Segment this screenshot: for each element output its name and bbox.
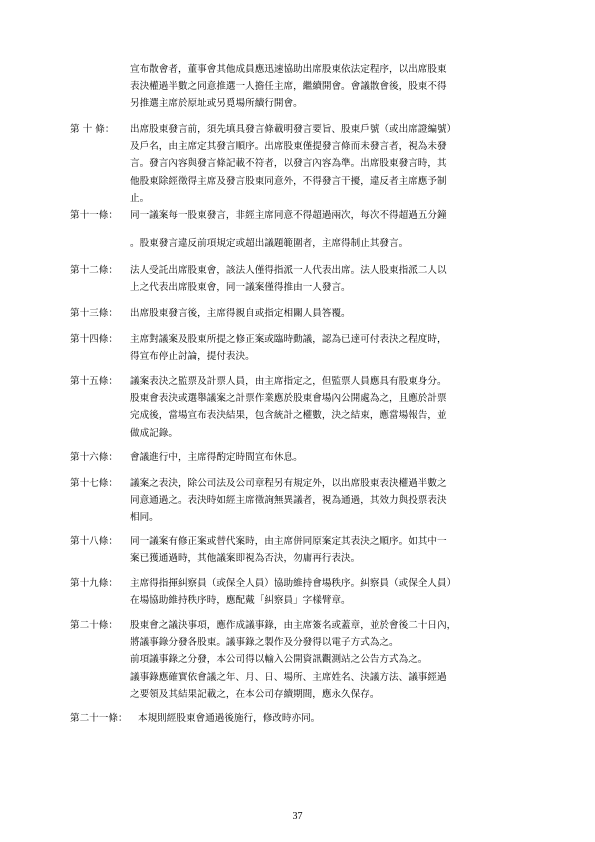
continuation-paragraph [130,61,552,113]
text-line: 在場協助維持秩序時，應配戴「糾察員」字樣臂章。 [130,595,351,607]
text-line: 股東會之議決事項，應作成議事錄，由主席簽名或蓋章，並於會後二十日內， [130,620,457,631]
article-label: 第十四條： [70,334,118,345]
text-line: 相同。 [130,512,159,524]
text-line: 上之代表出席股東會，同一議案僅得推由一人發言。 [130,282,351,294]
text-line: 同一議案每一股東發言，非經主席同意不得超過兩次，每次不得超過五分鐘 [130,210,447,221]
text-line: 將議事錄分發各股東。議事錄之製作及分發得以電子方式為之。 [130,637,399,649]
text-line: 同意通過之。表決時如經主席徵詢無異議者，視為通過，其效力與投票表決 [130,495,447,507]
text-line: 出席股東發言後，主席得親自或指定相關人員答覆。 [130,308,351,319]
text-line: 完成後，當場宣布表決結果，包含統計之權數，決之結束，應當場報告，並 [130,410,447,422]
text-line: 之要領及其結果記載之，在本公司存續期間，應永久保存。 [130,688,380,700]
article-label: 第十二條： [70,265,118,276]
text-line: 議案之表決，除公司法及公司章程另有規定外，以出席股東表決權過半數之 [130,478,447,489]
text-line: 前項議事錄之分發，本公司得以輸入公開資訊觀測站之公告方式為之。 [130,654,428,666]
text-line: 。股東發言違反前項規定或超出議題範圍者，主席得制止其發言。 [130,238,409,250]
article-label: 第 十 條： [70,124,115,135]
article-label: 第十九條： [70,578,118,589]
article-label: 第二十一條： [70,713,128,724]
text-line: 表決權過半數之同意推選一人擔任主席，繼續開會。會議散會後，股東不得 [130,81,447,93]
text-line: 言。發言內容與發言條記載不符者，以發言內容為準。出席股東發言時，其 [130,158,447,170]
text-line: 出席股東發言前，須先填具發言條載明發言要旨、股東戶號（或出席證編號） [130,124,457,135]
text-line: 議事錄應確實依會議之年、月、日、場所、主席姓名、決議方法、議事經過 [130,671,447,683]
text-line: 及戶名，由主席定其發言順序。出席股東僅提發言條而未發言者，視為未發 [130,141,447,153]
text-line: 同一議案有修正案或替代案時，由主席併同原案定其表決之順序。如其中一 [130,536,447,547]
text-line: 宣布散會者，董事會其他成員應迅速協助出席股東依法定程序，以出席股東 [130,64,447,75]
article-label: 第十六條： [70,452,118,463]
text-line: 止。 [130,192,150,204]
text-line: 議案表決之監票及計票人員，由主席指定之，但監票人員應具有股東身分。 [130,376,447,387]
article-label: 第二十條： [70,620,118,631]
text-line: 主席對議案及股東所提之修正案或臨時動議，認為已達可付表決之程度時， [130,334,447,345]
text-line: 另推選主席於原址或另覓場所續行開會。 [130,98,303,110]
text-line: 法人受託出席股東會，該法人僅得指派一人代表出席。法人股東指派二人以 [130,265,447,276]
text-line: 得宣布停止討論，提付表決。 [130,351,255,363]
article-label: 第十一條： [70,210,118,221]
text-line: 做成記錄。 [130,427,178,439]
text-line: 股東會表決或選舉議案之計票作業應於股東會場內公開處為之，且應於計票 [130,393,447,405]
text-line: 主席得指揮糾察員（或保全人員）協助維持會場秩序。糾察員（或保全人員） [130,578,457,589]
article-label: 第十三條： [70,308,118,319]
article-label: 第十五條： [70,376,118,387]
page-number: 37 [292,811,303,822]
text-line: 案已獲通過時，其他議案即視為否決，勿庸再行表決。 [130,553,361,565]
text-line: 本規則經股東會通過後施行，修改時亦同。 [138,713,321,724]
article-label: 第十八條： [70,536,118,547]
article-label: 第十七條： [70,478,118,489]
text-line: 會議進行中，主席得酌定時間宣布休息。 [130,452,303,463]
text-line: 他股東除經徵得主席及發言股東同意外，不得發言干擾，違反者主席應予制 [130,175,447,187]
